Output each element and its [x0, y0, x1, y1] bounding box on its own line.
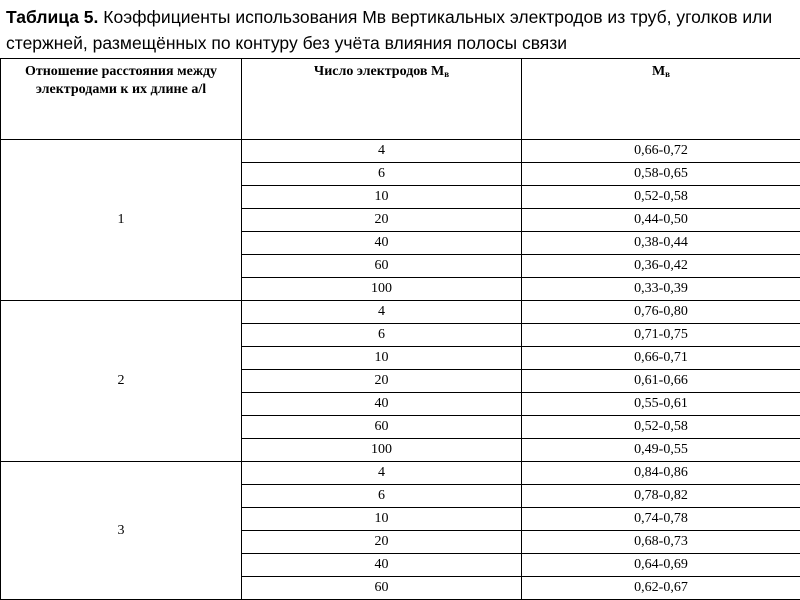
header-count: Число электродов $М_в$ [242, 59, 522, 140]
electrode-count-cell: 20 [242, 209, 522, 232]
electrode-count-cell: 100 [242, 439, 522, 462]
coefficients-table [0, 58, 800, 600]
electrode-count-cell: 4 [242, 301, 522, 324]
coefficient-cell: 0,38-0,44 [522, 232, 800, 255]
ratio-cell: 2 [1, 301, 242, 462]
coefficient-cell: 0,74-0,78 [522, 508, 800, 531]
coefficient-cell: 0,84-0,86 [522, 462, 800, 485]
electrode-count-cell: 6 [242, 163, 522, 186]
caption-label: Таблица 5. [6, 7, 99, 27]
table-row [1, 301, 800, 324]
header-ratio: Отношение расстояния между электродами к их длине a/l [1, 59, 242, 140]
coefficient-cell: 0,36-0,42 [522, 255, 800, 278]
coefficient-cell: 0,52-0,58 [522, 416, 800, 439]
electrode-count-cell: 10 [242, 508, 522, 531]
electrode-count-cell: 60 [242, 255, 522, 278]
table-caption [6, 4, 796, 56]
coefficient-cell: 0,66-0,72 [522, 140, 800, 163]
caption-text: Коэффициенты использования Мв вертикальных электродов из труб, уголков или стержней, размещённых по контуру без учёта влияния полосы связи [6, 7, 773, 53]
electrode-count-cell: 20 [242, 531, 522, 554]
table-row [1, 462, 800, 485]
electrode-count-cell: 6 [242, 485, 522, 508]
coefficient-cell: 0,78-0,82 [522, 485, 800, 508]
coefficient-cell: 0,49-0,55 [522, 439, 800, 462]
electrode-count-cell: 60 [242, 416, 522, 439]
coefficient-cell: 0,76-0,80 [522, 301, 800, 324]
electrode-count-cell: 40 [242, 232, 522, 255]
coefficient-cell: 0,66-0,71 [522, 347, 800, 370]
electrode-count-cell: 10 [242, 347, 522, 370]
electrode-count-cell: 10 [242, 186, 522, 209]
electrode-count-cell: 6 [242, 324, 522, 347]
table-row [1, 140, 800, 163]
table-body [1, 140, 800, 600]
coefficient-cell: 0,44-0,50 [522, 209, 800, 232]
electrode-count-cell: 40 [242, 393, 522, 416]
coefficient-cell: 0,68-0,73 [522, 531, 800, 554]
electrode-count-cell: 60 [242, 577, 522, 600]
coefficient-cell: 0,64-0,69 [522, 554, 800, 577]
electrode-count-cell: 4 [242, 462, 522, 485]
header-row [1, 59, 800, 140]
electrode-count-cell: 100 [242, 278, 522, 301]
electrode-count-cell: 20 [242, 370, 522, 393]
coefficient-cell: 0,55-0,61 [522, 393, 800, 416]
coefficient-cell: 0,71-0,75 [522, 324, 800, 347]
coefficient-cell: 0,62-0,67 [522, 577, 800, 600]
coefficient-cell: 0,33-0,39 [522, 278, 800, 301]
ratio-cell: 1 [1, 140, 242, 301]
coefficient-cell: 0,52-0,58 [522, 186, 800, 209]
electrode-count-cell: 4 [242, 140, 522, 163]
ratio-cell: 3 [1, 462, 242, 600]
header-coefficient: $М_в$ [522, 59, 800, 140]
coefficient-cell: 0,58-0,65 [522, 163, 800, 186]
electrode-count-cell: 40 [242, 554, 522, 577]
coefficient-cell: 0,61-0,66 [522, 370, 800, 393]
